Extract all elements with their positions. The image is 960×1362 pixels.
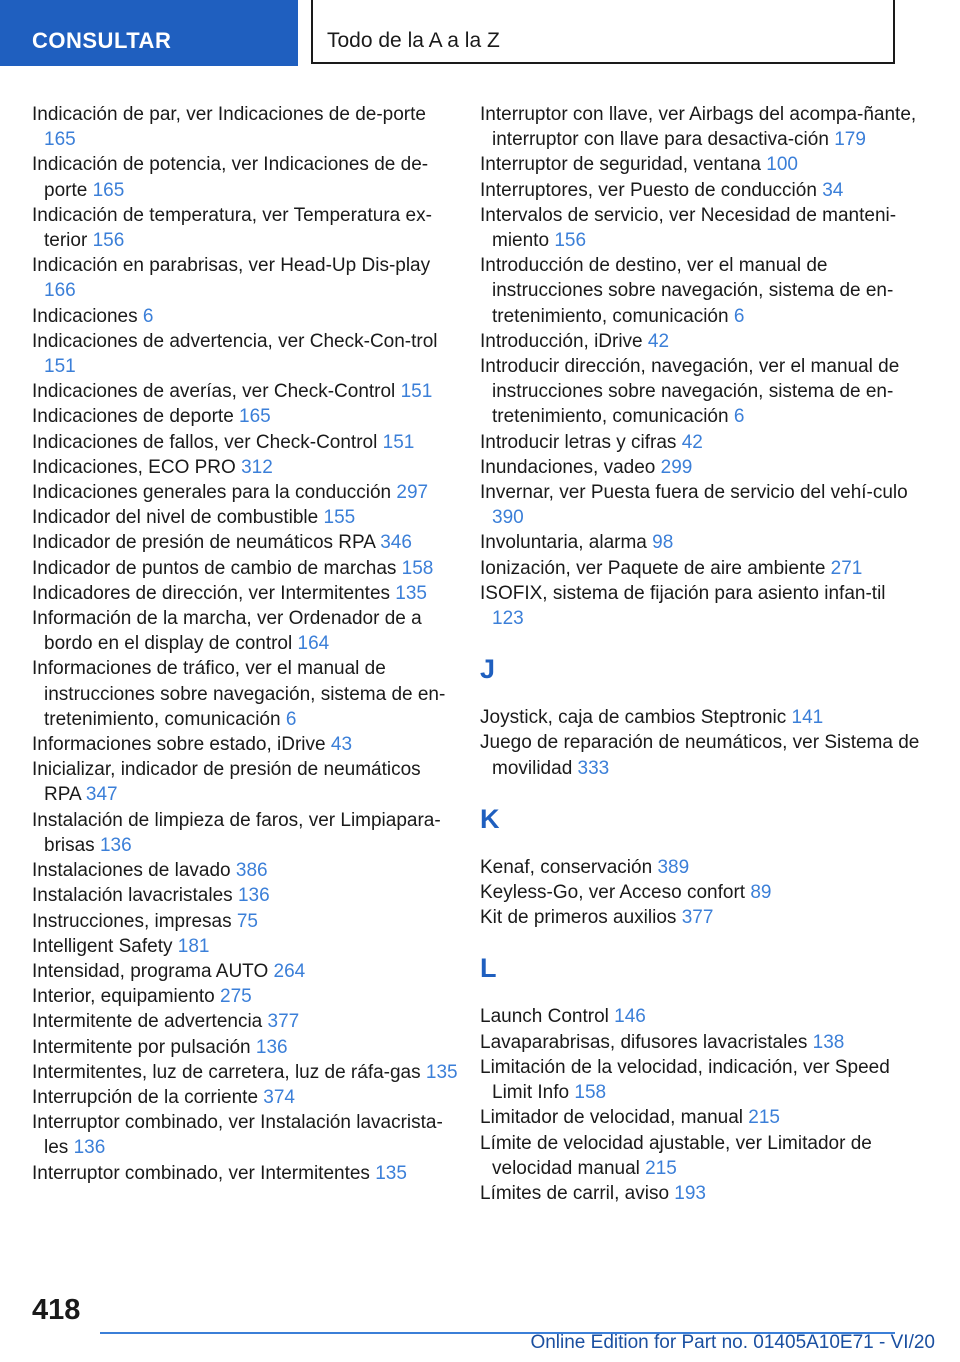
index-entry [480, 1181, 920, 1206]
index-entry [480, 880, 920, 905]
page-reference-link[interactable]: 135 [395, 582, 427, 604]
page-reference-link[interactable]: 42 [681, 431, 703, 453]
letter-heading-k: K [480, 803, 500, 834]
entry-text: Interruptor de seguridad, ventana [480, 154, 761, 176]
page-reference-link[interactable]: 6 [142, 305, 154, 327]
index-entry [480, 430, 920, 455]
entry-text: Indicaciones de advertencia, ver Check-Con‐trol [32, 330, 438, 352]
index-entry [32, 1161, 462, 1186]
entry-text: Indicador de presión de neumáticos RPA [32, 532, 375, 554]
page-reference-link[interactable]: 123 [492, 608, 524, 630]
entry-text: Lavaparabrisas, difusores lavacristales [480, 1031, 808, 1053]
page-reference-link[interactable]: 75 [236, 910, 258, 932]
entry-text: Interruptor combinado, ver Instalación lavacrista‐les [32, 1112, 443, 1159]
index-entry [480, 178, 920, 203]
index-entry [32, 656, 462, 732]
entry-text: Indicador de puntos de cambio de marchas [32, 557, 397, 579]
entry-text: Intelligent Safety [32, 935, 173, 957]
page-reference-link[interactable]: 181 [177, 935, 210, 957]
page-reference-link[interactable]: 138 [812, 1031, 845, 1053]
entry-text: Intermitente por pulsación [32, 1036, 251, 1058]
index-entry [32, 606, 462, 656]
index-entry [32, 808, 462, 858]
index-list-j [480, 705, 920, 781]
page-reference-link[interactable]: 151 [44, 356, 76, 378]
index-entry [32, 1035, 462, 1060]
index-entry [480, 203, 920, 253]
entry-text: Invernar, ver Puesta fuera de servicio del vehí‐culo [480, 482, 908, 504]
index-list-k [480, 855, 920, 931]
entry-text: Involuntaria, alarma [480, 532, 647, 554]
entry-text: ISOFIX, sistema de fijación para asiento infan‐til [480, 582, 886, 604]
page-reference-link[interactable]: 297 [396, 482, 429, 504]
index-entry [32, 203, 462, 253]
index-entry [32, 556, 462, 581]
index-entry [32, 581, 462, 606]
entry-text: Límites de carril, aviso [480, 1182, 670, 1204]
page-reference-link[interactable]: 215 [748, 1107, 780, 1129]
page-reference-link[interactable]: 390 [492, 507, 524, 529]
index-entry [480, 855, 920, 880]
entry-text: Instalación de limpieza de faros, ver Limpiapara‐brisas [32, 809, 441, 856]
entry-text: Intensidad, programa AUTO [32, 960, 269, 982]
index-entry [480, 581, 920, 631]
entry-text: Información de la marcha, ver Ordenador de a bordo en el display de control [32, 608, 422, 655]
index-entry [32, 505, 462, 530]
index-entry [480, 905, 920, 930]
index-entry [480, 152, 920, 177]
page-reference-link[interactable]: 136 [99, 834, 132, 856]
page-reference-link[interactable]: 158 [401, 557, 434, 579]
index-entry [32, 959, 462, 984]
page-reference-link[interactable]: 151 [400, 381, 433, 403]
page-reference-link[interactable]: 164 [297, 633, 330, 655]
index-entry [32, 1110, 462, 1160]
index-entry [32, 253, 462, 303]
page-reference-link[interactable]: 135 [375, 1162, 407, 1184]
entry-text: Informaciones de tráfico, ver el manual de instrucciones sobre navegación, sistema de en‐tretenimiento, comunicación [32, 658, 446, 730]
page-reference-link[interactable]: 386 [235, 860, 268, 882]
index-entry [32, 530, 462, 555]
index-entry [32, 480, 462, 505]
page-reference-link[interactable]: 165 [239, 406, 271, 428]
page-reference-link[interactable]: 156 [554, 230, 587, 252]
index-entry [32, 455, 462, 480]
index-entry [480, 329, 920, 354]
index-entry [32, 909, 462, 934]
entry-text: Launch Control [480, 1006, 609, 1028]
index-entry [480, 102, 920, 152]
entry-text: Inicializar, indicador de presión de neumáticos RPA [32, 759, 421, 806]
page-reference-link[interactable]: 377 [681, 907, 714, 929]
page-reference-link[interactable]: 89 [750, 882, 772, 904]
page-number: 418 [32, 1294, 81, 1326]
entry-text: Interruptores, ver Puesto de conducción [480, 179, 817, 201]
entry-text: Indicador del nivel de combustible [32, 507, 319, 529]
page-reference-link[interactable]: 100 [766, 154, 798, 176]
entry-text: Indicaciones de deporte [32, 406, 234, 428]
entry-text: Juego de reparación de neumáticos, ver Sistema de movilidad [480, 732, 920, 779]
index-entry [32, 1085, 462, 1110]
entry-text: Intermitentes, luz de carretera, luz de ráfa‐gas [32, 1061, 421, 1083]
page-reference-link[interactable]: 43 [330, 734, 353, 756]
entry-text: Límite de velocidad ajustable, ver Limitador de velocidad manual [480, 1132, 872, 1179]
page-reference-link[interactable]: 158 [574, 1082, 607, 1104]
entry-text: Indicaciones de averías, ver Check-Control [32, 381, 396, 403]
entry-text: Indicaciones [32, 305, 138, 327]
page-reference-link[interactable]: 136 [255, 1036, 288, 1058]
entry-text: Instalaciones de lavado [32, 860, 231, 882]
entry-text: Introducción de destino, ver el manual de instrucciones sobre navegación, sistema de en‐tretenimiento, comunicación [480, 255, 894, 327]
index-entry [32, 304, 462, 329]
edition-info: Online Edition for Part no. 01405A10E71 - VI/20 [530, 1332, 935, 1353]
page-reference-link[interactable]: 179 [834, 129, 866, 151]
page-reference-link[interactable]: 374 [263, 1086, 295, 1108]
entry-text: Kit de primeros auxilios [480, 907, 677, 929]
page-reference-link[interactable]: 389 [657, 856, 690, 878]
index-entry [480, 253, 920, 329]
page-reference-link[interactable]: 6 [733, 406, 745, 428]
index-entry [480, 530, 920, 555]
page-reference-link[interactable]: 165 [44, 129, 76, 151]
entry-text: Indicación de par, ver Indicaciones de de‐porte [32, 104, 426, 125]
index-entry [480, 1004, 920, 1029]
entry-text: Informaciones sobre estado, iDrive [32, 734, 326, 756]
entry-text: Indicadores de dirección, ver Intermitentes [32, 582, 391, 604]
page-reference-link[interactable]: 6 [285, 708, 297, 730]
index-entry [32, 1060, 462, 1085]
page-reference-link[interactable]: 299 [660, 456, 693, 478]
letter-heading-l: L [480, 953, 497, 984]
entry-text: Intermitente de advertencia [32, 1011, 263, 1033]
page-reference-link[interactable]: 312 [241, 456, 273, 478]
index-entry [480, 1030, 920, 1055]
entry-text: Kenaf, conservación [480, 856, 653, 878]
consultar-tab[interactable]: CONSULTAR [0, 0, 298, 66]
index-column-left [32, 102, 462, 1186]
page-reference-link[interactable]: 151 [382, 431, 415, 453]
entry-text: Keyless-Go, ver Acceso confort [480, 882, 746, 904]
index-entry [32, 858, 462, 883]
page-reference-link[interactable]: 377 [267, 1011, 300, 1033]
page-reference-link[interactable]: 347 [85, 784, 118, 806]
page-reference-link[interactable]: 141 [791, 707, 824, 729]
page-reference-link[interactable]: 6 [733, 305, 745, 327]
page-reference-link[interactable]: 155 [323, 507, 356, 529]
index-list-left [32, 102, 462, 1186]
section-title: Todo de la A a la Z [311, 0, 895, 64]
entry-text: Interruptor con llave, ver Airbags del acompa‐ñante, interruptor con llave para desactiva‐ción [480, 104, 917, 151]
entry-text: Instalación lavacristales [32, 885, 233, 907]
page-reference-link[interactable]: 166 [44, 280, 76, 302]
page-reference-link[interactable]: 156 [92, 230, 125, 252]
index-entry [32, 102, 462, 152]
index-entry [32, 757, 462, 807]
page-reference-link[interactable]: 165 [92, 179, 125, 201]
index-entry [32, 404, 462, 429]
page-reference-link[interactable]: 136 [237, 885, 270, 907]
entry-text: Intervalos de servicio, ver Necesidad de manteni‐miento [480, 204, 897, 252]
entry-text: Indicación de potencia, ver Indicaciones de de‐porte [32, 154, 429, 201]
entry-text: Interior, equipamiento [32, 986, 215, 1008]
page-reference-link[interactable]: 193 [674, 1182, 706, 1204]
index-entry [32, 934, 462, 959]
index-entry [480, 556, 920, 581]
entry-text: Joystick, caja de cambios Steptronic [480, 707, 787, 729]
index-entry [32, 152, 462, 202]
entry-text: Introducir dirección, navegación, ver el manual de instrucciones sobre navegación, sistema de en‐tretenimiento, comunicación [480, 356, 900, 428]
entry-text: Indicaciones generales para la conducción [32, 482, 392, 504]
entry-text: Indicación de temperatura, ver Temperatura ex‐terior [32, 204, 432, 252]
index-entry [480, 480, 920, 530]
entry-text: Limitador de velocidad, manual [480, 1107, 743, 1129]
entry-text: Introducción, iDrive [480, 330, 643, 352]
entry-text: Instrucciones, impresas [32, 910, 232, 932]
page-reference-link[interactable]: 42 [647, 330, 670, 352]
index-entry [480, 1055, 920, 1105]
page-reference-link[interactable]: 98 [652, 532, 674, 554]
index-entry [32, 329, 462, 379]
index-entry [32, 883, 462, 908]
entry-text: Indicaciones, ECO PRO [32, 456, 236, 478]
entry-text: Inundaciones, vadeo [480, 456, 656, 478]
index-list-l [480, 1004, 920, 1206]
page-reference-link[interactable]: 275 [220, 986, 252, 1008]
page-reference-link[interactable]: 135 [425, 1061, 458, 1083]
page-reference-link[interactable]: 215 [645, 1157, 677, 1179]
page-reference-link[interactable]: 346 [380, 532, 412, 554]
entry-text: Introducir letras y cifras [480, 431, 677, 453]
page-reference-link[interactable]: 136 [73, 1137, 106, 1159]
index-entry [480, 705, 920, 730]
page-reference-link[interactable]: 271 [830, 557, 863, 579]
entry-text: Indicaciones de fallos, ver Check-Control [32, 431, 378, 453]
index-entry [480, 1105, 920, 1130]
page-reference-link[interactable]: 333 [577, 757, 610, 779]
index-entry [480, 1131, 920, 1181]
index-entry [480, 455, 920, 480]
page-reference-link[interactable]: 34 [822, 179, 844, 201]
entry-text: Interrupción de la corriente [32, 1086, 259, 1108]
page-reference-link[interactable]: 146 [614, 1006, 646, 1028]
entry-text: Interruptor combinado, ver Intermitentes [32, 1162, 370, 1184]
index-entry [32, 984, 462, 1009]
index-entry [32, 732, 462, 757]
index-entry [32, 1009, 462, 1034]
index-entry [32, 430, 462, 455]
index-entry [480, 354, 920, 430]
page-reference-link[interactable]: 264 [273, 960, 306, 982]
index-entry [32, 379, 462, 404]
index-column-right [480, 102, 920, 1206]
page-header [0, 0, 960, 66]
index-list-right [480, 102, 920, 631]
entry-text: Ionización, ver Paquete de aire ambiente [480, 557, 826, 579]
entry-text: Limitación de la velocidad, indicación, ver Speed Limit Info [480, 1056, 890, 1104]
entry-text: Indicación en parabrisas, ver Head-Up Dis‐play [32, 255, 431, 277]
letter-heading-j: J [480, 654, 496, 685]
index-entry [480, 730, 920, 780]
